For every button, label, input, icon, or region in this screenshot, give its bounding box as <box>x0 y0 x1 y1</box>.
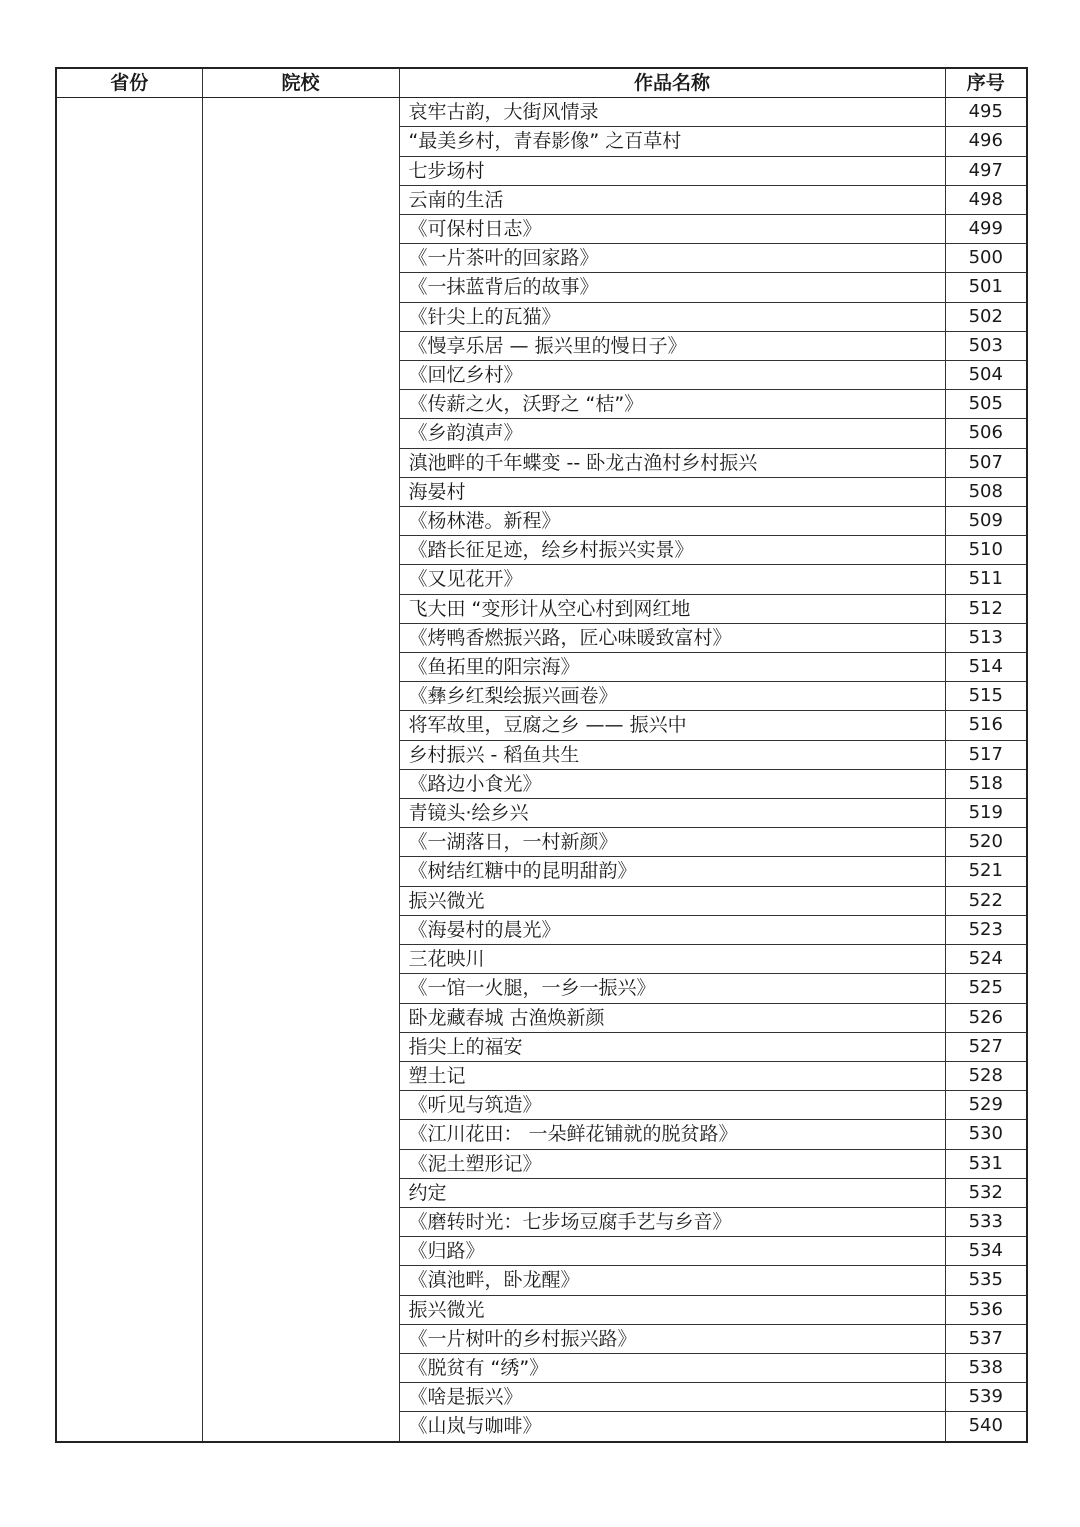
work-title-cell: 滇池畔的千年蝶变 -- 卧龙古渔村乡村振兴 <box>399 448 945 477</box>
work-title-cell: 《一片茶叶的回家路》 <box>399 244 945 273</box>
work-title-cell: 《江川花田： 一朵鲜花铺就的脱贫路》 <box>399 1120 945 1149</box>
work-title-cell: 《踏长征足迹，绘乡村振兴实景》 <box>399 536 945 565</box>
work-title-cell: 《烤鸭香燃振兴路，匠心味暖致富村》 <box>399 623 945 652</box>
work-title-cell: 《慢享乐居 — 振兴里的慢日子》 <box>399 331 945 360</box>
work-title-cell: 《可保村日志》 <box>399 215 945 244</box>
serial-number-cell: 511 <box>945 565 1027 594</box>
serial-number-cell: 498 <box>945 185 1027 214</box>
serial-number-cell: 520 <box>945 828 1027 857</box>
serial-number-cell: 529 <box>945 1091 1027 1120</box>
work-title-cell: 指尖上的福安 <box>399 1032 945 1061</box>
table-body <box>56 98 1027 1442</box>
serial-number-cell: 523 <box>945 915 1027 944</box>
work-title-cell: 《针尖上的瓦猫》 <box>399 302 945 331</box>
school-cell <box>202 98 399 1442</box>
works-table-container <box>55 67 1026 1443</box>
serial-number-cell: 495 <box>945 98 1027 127</box>
serial-number-cell: 518 <box>945 769 1027 798</box>
header-number: 序号 <box>945 68 1027 98</box>
serial-number-cell: 519 <box>945 799 1027 828</box>
serial-number-cell: 507 <box>945 448 1027 477</box>
work-title-cell: 《鱼拓里的阳宗海》 <box>399 653 945 682</box>
serial-number-cell: 532 <box>945 1178 1027 1207</box>
work-title-cell: 《路边小食光》 <box>399 769 945 798</box>
work-title-cell: 《一片树叶的乡村振兴路》 <box>399 1324 945 1353</box>
table-row <box>56 98 1027 127</box>
work-title-cell: 塑土记 <box>399 1061 945 1090</box>
serial-number-cell: 535 <box>945 1266 1027 1295</box>
serial-number-cell: 515 <box>945 682 1027 711</box>
work-title-cell: 飞大田 “变形计从空心村到网红地 <box>399 594 945 623</box>
serial-number-cell: 497 <box>945 156 1027 185</box>
serial-number-cell: 514 <box>945 653 1027 682</box>
serial-number-cell: 527 <box>945 1032 1027 1061</box>
serial-number-cell: 521 <box>945 857 1027 886</box>
work-title-cell: 《归路》 <box>399 1237 945 1266</box>
work-title-cell: 乡村振兴 - 稻鱼共生 <box>399 740 945 769</box>
work-title-cell: 海晏村 <box>399 477 945 506</box>
work-title-cell: 振兴微光 <box>399 1295 945 1324</box>
work-title-cell: 《杨林港。新程》 <box>399 507 945 536</box>
serial-number-cell: 517 <box>945 740 1027 769</box>
serial-number-cell: 513 <box>945 623 1027 652</box>
work-title-cell: 卧龙藏春城 古渔焕新颜 <box>399 1003 945 1032</box>
serial-number-cell: 539 <box>945 1383 1027 1412</box>
work-title-cell: 将军故里，豆腐之乡 —— 振兴中 <box>399 711 945 740</box>
serial-number-cell: 531 <box>945 1149 1027 1178</box>
work-title-cell: 《滇池畔，卧龙醒》 <box>399 1266 945 1295</box>
serial-number-cell: 506 <box>945 419 1027 448</box>
work-title-cell: 《彝乡红梨绘振兴画卷》 <box>399 682 945 711</box>
header-province: 省份 <box>56 68 202 98</box>
serial-number-cell: 504 <box>945 361 1027 390</box>
work-title-cell: 《回忆乡村》 <box>399 361 945 390</box>
work-title-cell: 青镜头·绘乡兴 <box>399 799 945 828</box>
serial-number-cell: 525 <box>945 974 1027 1003</box>
serial-number-cell: 512 <box>945 594 1027 623</box>
serial-number-cell: 534 <box>945 1237 1027 1266</box>
work-title-cell: 《乡韵滇声》 <box>399 419 945 448</box>
header-row <box>56 68 1027 98</box>
work-title-cell: 《山岚与咖啡》 <box>399 1412 945 1442</box>
work-title-cell: 三花映川 <box>399 945 945 974</box>
serial-number-cell: 533 <box>945 1207 1027 1236</box>
work-title-cell: 《一馆一火腿，一乡一振兴》 <box>399 974 945 1003</box>
serial-number-cell: 509 <box>945 507 1027 536</box>
serial-number-cell: 538 <box>945 1353 1027 1382</box>
serial-number-cell: 502 <box>945 302 1027 331</box>
work-title-cell: 《一抹蓝背后的故事》 <box>399 273 945 302</box>
work-title-cell: 《树结红糖中的昆明甜韵》 <box>399 857 945 886</box>
serial-number-cell: 516 <box>945 711 1027 740</box>
work-title-cell: 《又见花开》 <box>399 565 945 594</box>
serial-number-cell: 530 <box>945 1120 1027 1149</box>
work-title-cell: 七步场村 <box>399 156 945 185</box>
serial-number-cell: 522 <box>945 886 1027 915</box>
work-title-cell: 《泥土塑形记》 <box>399 1149 945 1178</box>
header-school: 院校 <box>202 68 399 98</box>
header-title: 作品名称 <box>399 68 945 98</box>
serial-number-cell: 536 <box>945 1295 1027 1324</box>
serial-number-cell: 524 <box>945 945 1027 974</box>
works-table <box>55 67 1028 1443</box>
serial-number-cell: 496 <box>945 127 1027 156</box>
serial-number-cell: 540 <box>945 1412 1027 1442</box>
serial-number-cell: 500 <box>945 244 1027 273</box>
serial-number-cell: 510 <box>945 536 1027 565</box>
serial-number-cell: 505 <box>945 390 1027 419</box>
serial-number-cell: 499 <box>945 215 1027 244</box>
work-title-cell: 《啥是振兴》 <box>399 1383 945 1412</box>
work-title-cell: 《磨转时光：七步场豆腐手艺与乡音》 <box>399 1207 945 1236</box>
work-title-cell: 《脱贫有 “绣”》 <box>399 1353 945 1382</box>
work-title-cell: 《听见与筑造》 <box>399 1091 945 1120</box>
work-title-cell: 云南的生活 <box>399 185 945 214</box>
serial-number-cell: 501 <box>945 273 1027 302</box>
work-title-cell: 《海晏村的晨光》 <box>399 915 945 944</box>
serial-number-cell: 508 <box>945 477 1027 506</box>
serial-number-cell: 526 <box>945 1003 1027 1032</box>
work-title-cell: 哀牢古韵，大街风情录 <box>399 98 945 127</box>
work-title-cell: 《传薪之火，沃野之 “桔”》 <box>399 390 945 419</box>
serial-number-cell: 528 <box>945 1061 1027 1090</box>
work-title-cell: 约定 <box>399 1178 945 1207</box>
serial-number-cell: 537 <box>945 1324 1027 1353</box>
province-cell <box>56 98 202 1442</box>
work-title-cell: 振兴微光 <box>399 886 945 915</box>
work-title-cell: “最美乡村，青春影像” 之百草村 <box>399 127 945 156</box>
serial-number-cell: 503 <box>945 331 1027 360</box>
work-title-cell: 《一湖落日，一村新颜》 <box>399 828 945 857</box>
